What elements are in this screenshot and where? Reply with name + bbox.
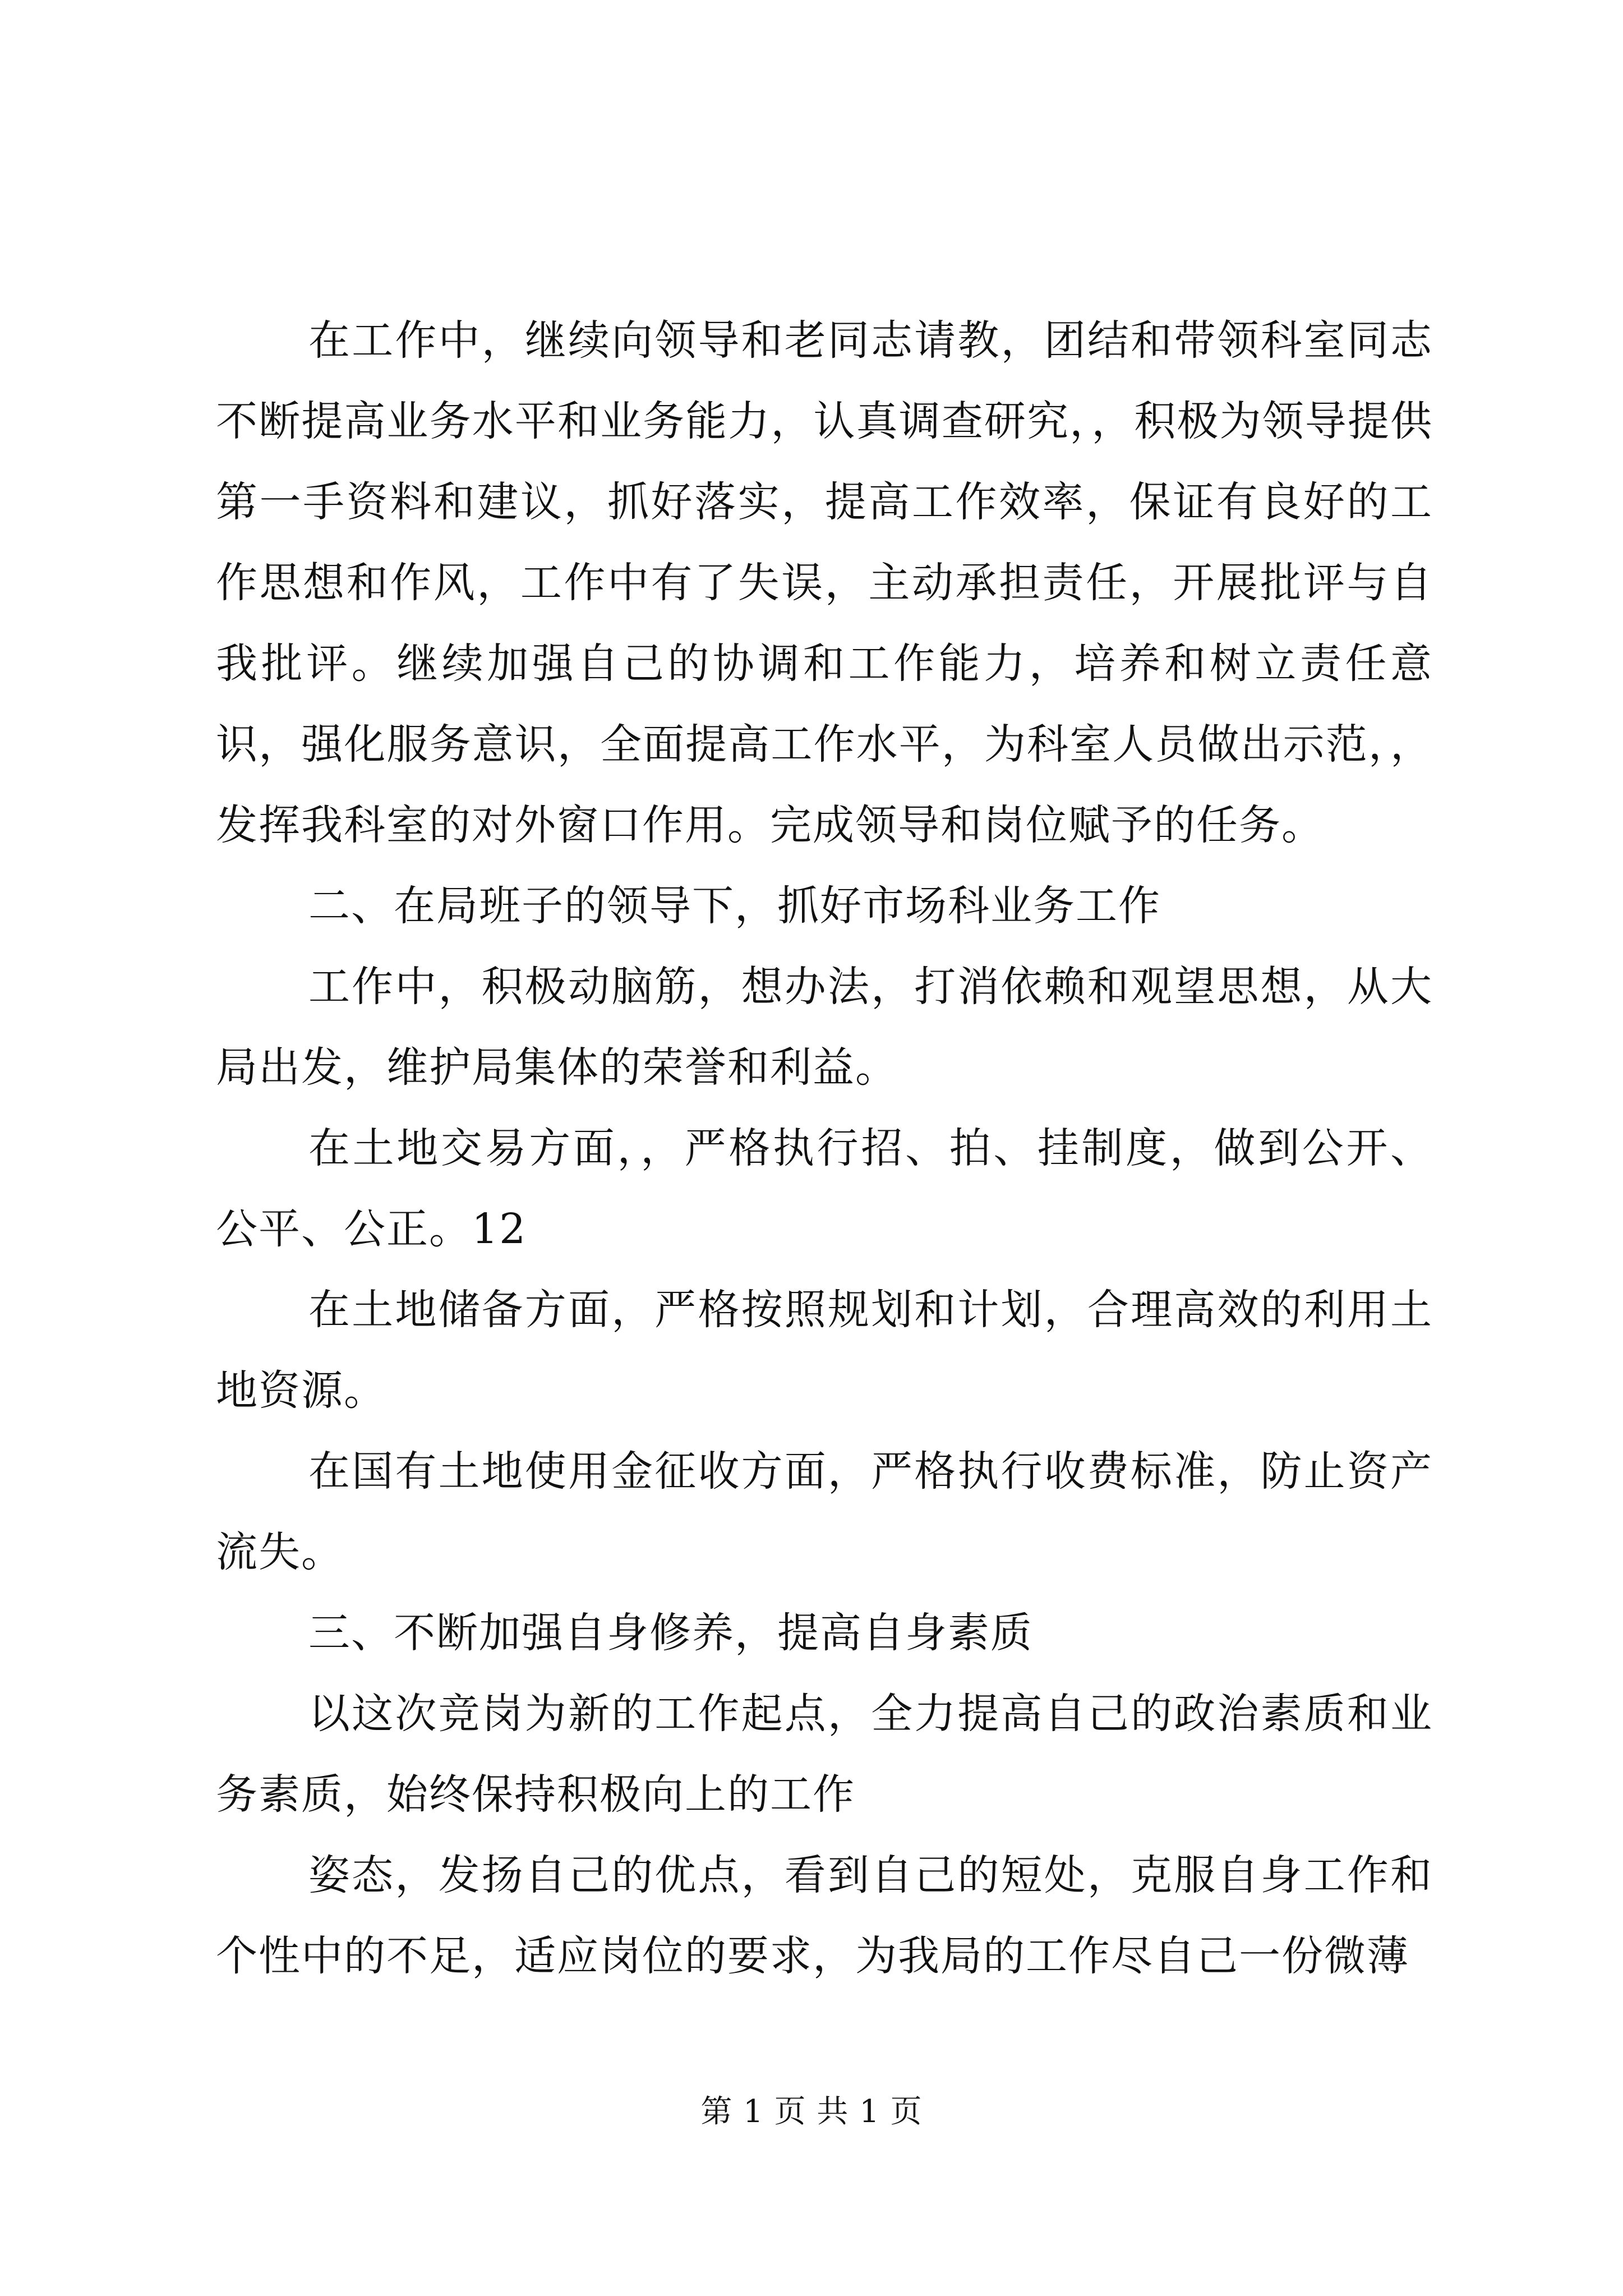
paragraph-land-trading: 在土地交易方面，，严格执行招、拍、挂制度，做到公开、公平、公正。12 (216, 1124, 1433, 1253)
paragraph-new-start: 以这次竞岗为新的工作起点，全力提高自己的政治素质和业务素质，始终保持积极向上的工作 (216, 1690, 1433, 1819)
paragraph-land-reserve: 在土地储备方面，严格按照规划和计划，合理高效的利用土地资源。 (216, 1286, 1433, 1415)
paragraph-initiative: 工作中，积极动脑筋，想办法，打消依赖和观望思想，从大局出发，维护局集体的荣誉和利益。 (216, 963, 1433, 1092)
page-number-footer: 第 1 页 共 1 页 (700, 2093, 923, 2130)
paragraph-land-fee: 在国有土地使用金征收方面，严格执行收费标准，防止资产流失。 (216, 1447, 1433, 1576)
section-heading-self-improvement: 三、不断加强自身修养，提高自身素质 (308, 1609, 1033, 1657)
paragraph-work-attitude: 在工作中，继续向领导和老同志请教，团结和带领科室同志不断提高业务水平和业务能力，认真调查研究，，积极为领导提供第一手资料和建议，抓好落实，提高工作效率，保证有良好的工作思想和作风，工作中有了失误，主动承担责任，开展批评与自我批评。继续加强自己的协调和工作能力，培养和树立责任意识，强化服务意识，全面提高工作水平，为科室人员做出示范，，发挥我科室的对外窗口作用。完成领导和岗位赋予的任务。 (216, 316, 1433, 849)
document-body (216, 300, 1433, 1996)
paragraph-posture: 姿态，发扬自己的优点，看到自己的短处，克服自身工作和个性中的不足，适应岗位的要求，为我局的工作尽自己一份微薄 (216, 1851, 1433, 1980)
section-heading-market-work: 二、在局班子的领导下，抓好市场科业务工作 (308, 882, 1161, 930)
